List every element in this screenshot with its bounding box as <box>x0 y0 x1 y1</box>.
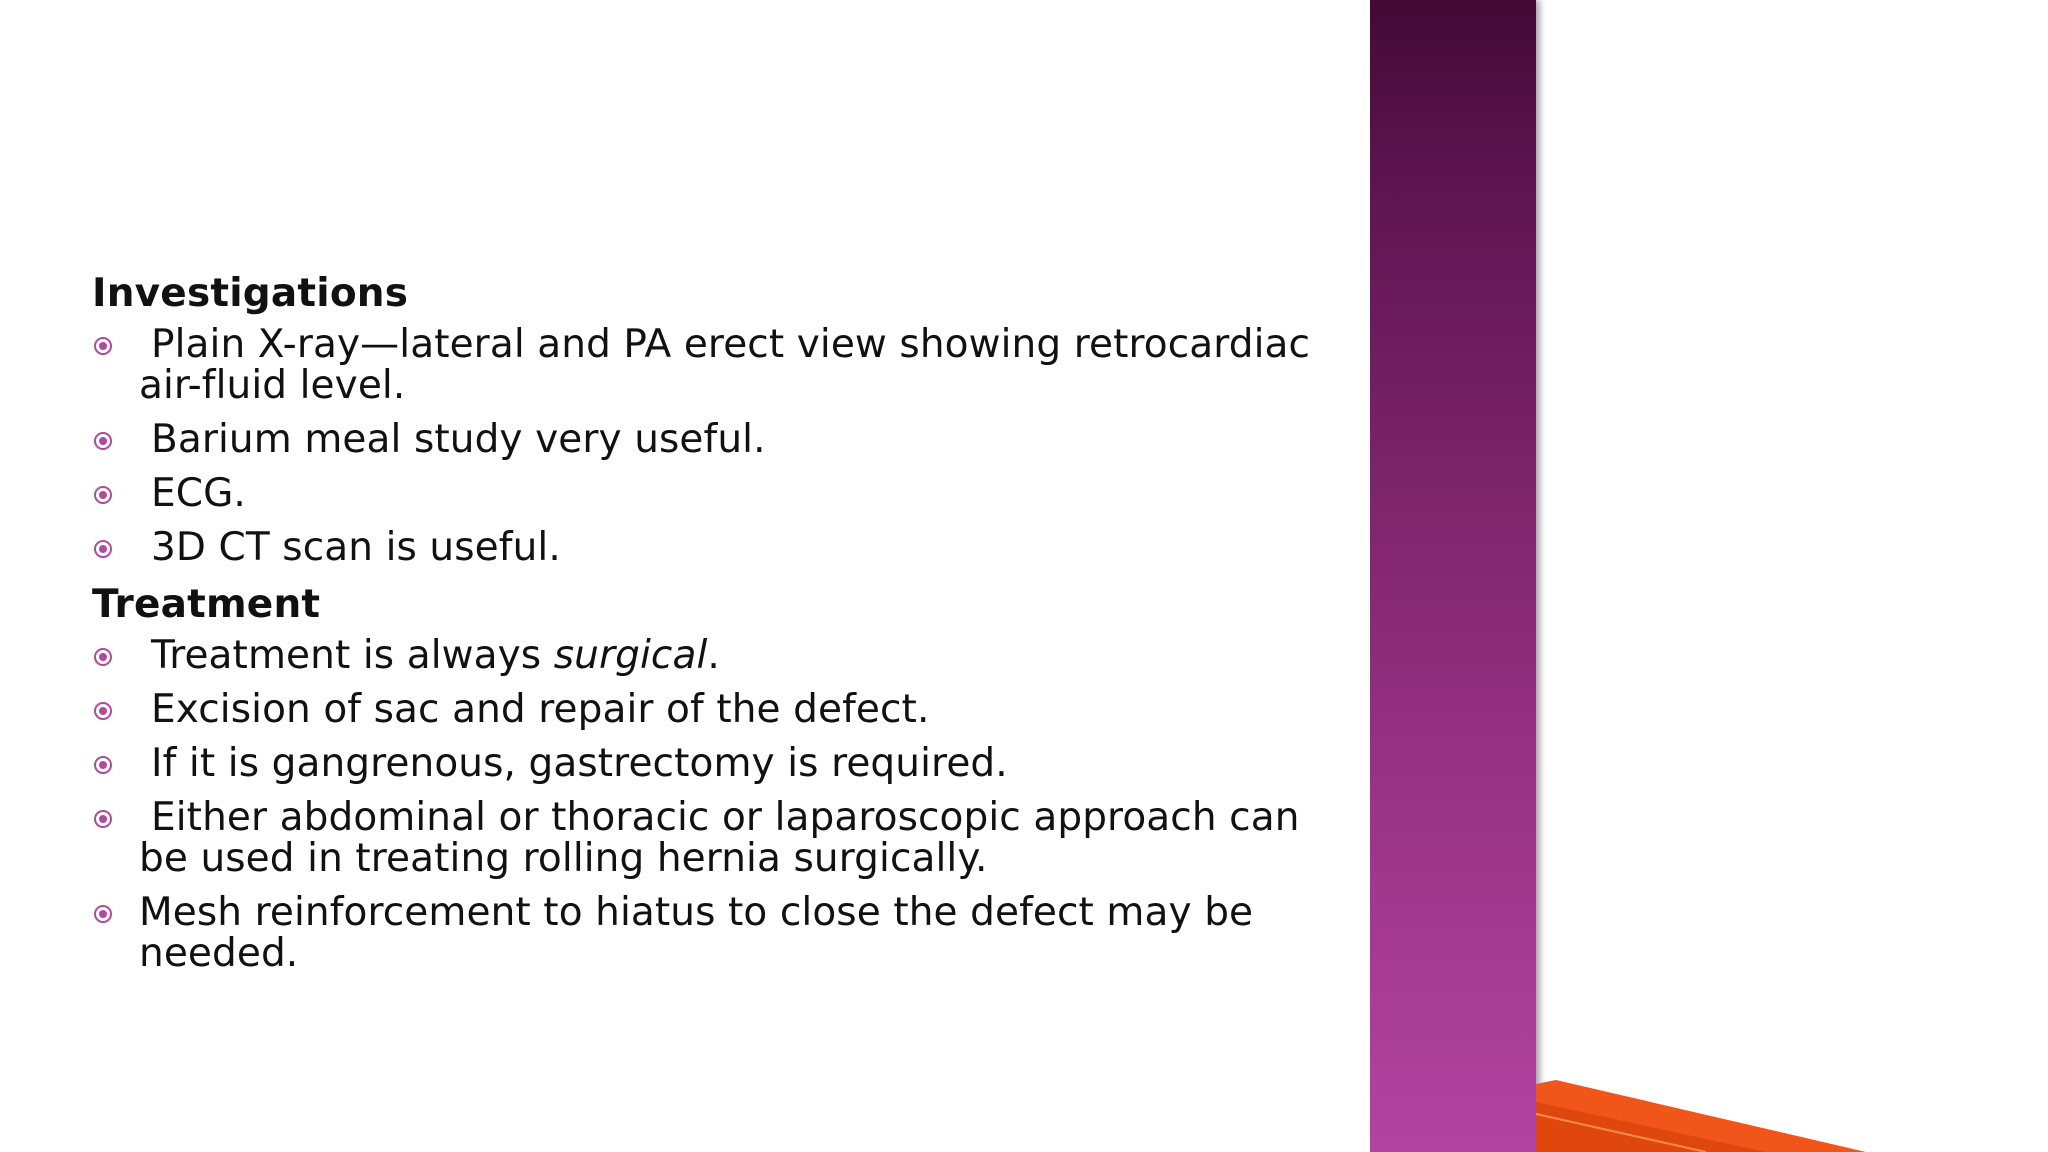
list-item-text: ECG. <box>151 471 246 516</box>
emphasis-text: surgical <box>553 633 708 678</box>
list-item <box>92 473 1332 514</box>
list-item-text: Either abdominal or thoracic or laparoscopic approach can be used in treating rolling hernia surgically. <box>139 795 1300 881</box>
treatment-heading: Treatment <box>92 582 321 627</box>
list-item <box>92 797 1332 879</box>
list-item <box>92 527 1332 568</box>
bullet-icon <box>94 337 112 355</box>
list-item <box>92 689 1332 730</box>
list-item <box>92 743 1332 784</box>
list-item-text: Mesh reinforcement to hiatus to close the defect may be needed. <box>139 890 1254 976</box>
bullet-icon <box>94 810 112 828</box>
bullet-icon <box>94 905 112 923</box>
bullet-icon <box>94 540 112 558</box>
list-item-text: Barium meal study very useful. <box>151 417 766 462</box>
decorative-sidebar <box>1370 0 1536 1152</box>
list-item-text: Plain X-ray—lateral and PA erect view showing retrocardiac air-fluid level. <box>139 322 1311 408</box>
bullet-icon <box>94 432 112 450</box>
investigations-list <box>92 324 1332 568</box>
slide-content <box>92 270 1332 987</box>
list-item-text: Treatment is always surgical. <box>151 633 720 678</box>
list-item-text: Excision of sac and repair of the defect. <box>151 687 930 732</box>
bullet-icon <box>94 702 112 720</box>
bullet-icon <box>94 486 112 504</box>
list-item <box>92 419 1332 460</box>
bullet-icon <box>94 756 112 774</box>
list-item <box>92 635 1332 676</box>
investigations-heading: Investigations <box>92 271 409 316</box>
list-item-text: If it is gangrenous, gastrectomy is required. <box>151 741 1008 786</box>
orange-accent-shape <box>1536 1080 2048 1152</box>
list-item <box>92 324 1332 406</box>
list-item-text: 3D CT scan is useful. <box>151 525 561 570</box>
treatment-list <box>92 635 1332 974</box>
bullet-icon <box>94 648 112 666</box>
list-item <box>92 892 1332 974</box>
